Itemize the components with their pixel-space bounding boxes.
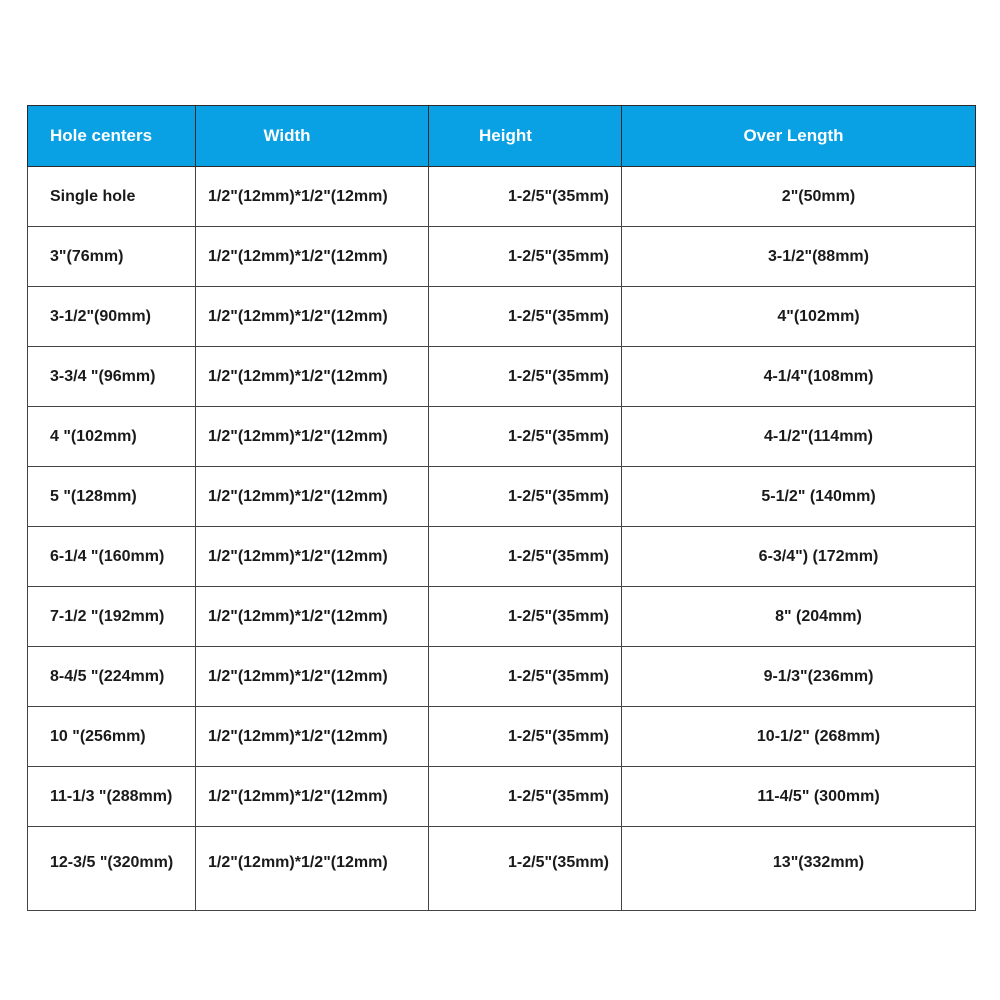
cell-hole-centers: 3"(76mm) [28,227,196,287]
cell-height: 1-2/5"(35mm) [429,167,622,227]
table-body [28,167,976,911]
cell-over-length: 10-1/2" (268mm) [622,707,976,767]
cell-height: 1-2/5"(35mm) [429,227,622,287]
cell-hole-centers: 10 "(256mm) [28,707,196,767]
size-spec-table [27,105,976,911]
cell-over-length: 5-1/2" (140mm) [622,467,976,527]
cell-width: 1/2"(12mm)*1/2"(12mm) [196,227,429,287]
cell-hole-centers: 3-1/2"(90mm) [28,287,196,347]
cell-over-length: 3-1/2"(88mm) [622,227,976,287]
cell-width: 1/2"(12mm)*1/2"(12mm) [196,407,429,467]
cell-width: 1/2"(12mm)*1/2"(12mm) [196,167,429,227]
table-row [28,467,976,527]
cell-height: 1-2/5"(35mm) [429,767,622,827]
table-row [28,347,976,407]
cell-height: 1-2/5"(35mm) [429,587,622,647]
cell-height: 1-2/5"(35mm) [429,467,622,527]
cell-hole-centers: 8-4/5 "(224mm) [28,647,196,707]
header-row [28,106,976,167]
cell-hole-centers: 3-3/4 "(96mm) [28,347,196,407]
table-row [28,827,976,911]
header-hole-centers: Hole centers [28,106,196,167]
cell-height: 1-2/5"(35mm) [429,527,622,587]
cell-over-length: 8" (204mm) [622,587,976,647]
cell-over-length: 4-1/4"(108mm) [622,347,976,407]
cell-height: 1-2/5"(35mm) [429,407,622,467]
cell-width: 1/2"(12mm)*1/2"(12mm) [196,587,429,647]
cell-over-length: 6-3/4") (172mm) [622,527,976,587]
table-header [28,106,976,167]
header-over-length: Over Length [622,106,976,167]
cell-width: 1/2"(12mm)*1/2"(12mm) [196,527,429,587]
cell-hole-centers: 4 "(102mm) [28,407,196,467]
cell-height: 1-2/5"(35mm) [429,827,622,911]
cell-width: 1/2"(12mm)*1/2"(12mm) [196,647,429,707]
cell-height: 1-2/5"(35mm) [429,287,622,347]
cell-hole-centers: 12-3/5 "(320mm) [28,827,196,911]
table-row [28,407,976,467]
table-row [28,587,976,647]
cell-width: 1/2"(12mm)*1/2"(12mm) [196,467,429,527]
cell-over-length: 11-4/5" (300mm) [622,767,976,827]
cell-width: 1/2"(12mm)*1/2"(12mm) [196,767,429,827]
cell-over-length: 2"(50mm) [622,167,976,227]
table-row [28,287,976,347]
cell-width: 1/2"(12mm)*1/2"(12mm) [196,287,429,347]
cell-width: 1/2"(12mm)*1/2"(12mm) [196,347,429,407]
table-row [28,647,976,707]
cell-width: 1/2"(12mm)*1/2"(12mm) [196,827,429,911]
cell-over-length: 9-1/3"(236mm) [622,647,976,707]
cell-over-length: 4"(102mm) [622,287,976,347]
cell-hole-centers: 7-1/2 "(192mm) [28,587,196,647]
cell-hole-centers: 6-1/4 "(160mm) [28,527,196,587]
cell-height: 1-2/5"(35mm) [429,647,622,707]
cell-over-length: 4-1/2"(114mm) [622,407,976,467]
cell-hole-centers: 5 "(128mm) [28,467,196,527]
header-height: Height [429,106,622,167]
header-width: Width [196,106,429,167]
table-row [28,767,976,827]
table-row [28,167,976,227]
cell-height: 1-2/5"(35mm) [429,347,622,407]
table-row [28,227,976,287]
cell-over-length: 13"(332mm) [622,827,976,911]
cell-hole-centers: 11-1/3 "(288mm) [28,767,196,827]
cell-width: 1/2"(12mm)*1/2"(12mm) [196,707,429,767]
cell-hole-centers: Single hole [28,167,196,227]
table-row [28,707,976,767]
table-row [28,527,976,587]
cell-height: 1-2/5"(35mm) [429,707,622,767]
